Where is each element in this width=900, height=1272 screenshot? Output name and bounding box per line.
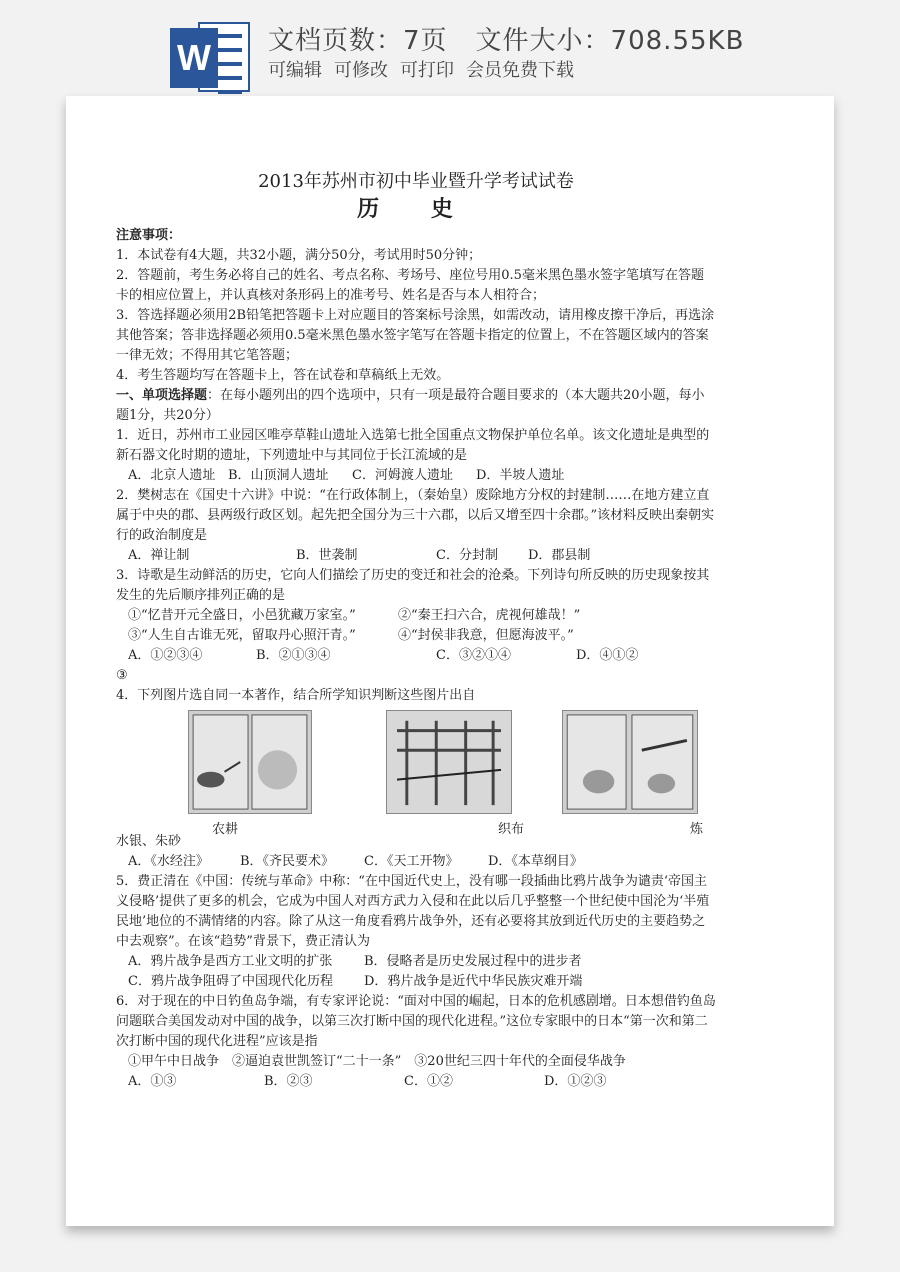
- option: C．《天工开物》: [364, 854, 459, 869]
- question-4-wrap: 水银、朱砂: [116, 834, 182, 849]
- poem-line: ②“秦王扫六合，虎视何雄哉！”: [398, 608, 581, 623]
- notice-2: 2．答题前，考生务必将自己的姓名、考点名称、考场号、座位号用0.5毫米黑色墨水签字笔填写在答题卡的相应位置上，并认真核对条形码上的准考号、姓名是否与本人相符合；: [116, 268, 704, 303]
- question-3-lines-a: [116, 606, 716, 626]
- download-banner: [0, 0, 900, 96]
- weaving-illustration: [386, 710, 512, 814]
- option: C．③②①④: [436, 648, 511, 663]
- option: A．《水经注》: [128, 854, 209, 869]
- option: C．河姆渡人遗址: [352, 468, 453, 483]
- exam-title: 2013年苏州市初中毕业暨升学考试试卷: [258, 171, 574, 192]
- notice-1: 1．本试卷有4大题，共32小题，满分50分，考试用时50分钟；: [116, 248, 482, 263]
- notice-4: 4．考生答题均写在答题卡上，答在试卷和草稿纸上无效。: [116, 368, 450, 383]
- section-1-heading: 一、单项选择题: [116, 388, 208, 403]
- refining-illustration: [562, 710, 698, 814]
- question-3-lines-b: [116, 626, 716, 646]
- exam-subject: 历 史: [357, 196, 475, 222]
- question-5: 5．费正清在《中国：传统与革命》中称：“在中国近代史上，没有哪一段插曲比鸦片战争为谴责‘帝国主义侵略’提供了更多的机会，它成为中国人对西方武力入侵和在此以后几乎整整一个世纪使中国沦为‘半殖民地’地位的不满情绪的内容。除了从这一角度看鸦片战争外，还有必要将其放到近代历史的主要趋势之中去观察”。在该“趋势”背景下，费正清认为: [116, 874, 710, 949]
- question-1: 1．近日，苏州市工业园区唯亭草鞋山遗址入选第七批全国重点文物保护单位名单。该文化遗址是典型的新石器文化时期的遗址，下列遗址中与其同位于长江流域的是: [116, 428, 710, 463]
- question-3-wrap: ③: [116, 668, 128, 683]
- farming-illustration: [188, 710, 312, 814]
- question-4-options: [116, 852, 716, 872]
- section-1-intro: [116, 386, 716, 426]
- question-1-options: [116, 466, 716, 486]
- question-3-options: [116, 646, 716, 666]
- notice-heading: 注意事项：: [116, 228, 182, 243]
- option: A．北京人遗址: [128, 468, 216, 483]
- poem-line: ④“封侯非我意，但愿海波平。”: [398, 628, 574, 643]
- option: B．山顶洞人遗址: [228, 468, 329, 483]
- exam-content: [116, 170, 716, 1092]
- section-1-desc: ：在每小题列出的四个选项中，只有一项是最符合题目要求的（本大题共20小题，每小题1分，共20分）: [116, 388, 705, 423]
- option: B．世袭制: [296, 548, 358, 563]
- poem-line: ①“忆昔开元全盛日，小邑犹藏万家室。”: [128, 608, 356, 623]
- question-6-options: [116, 1072, 716, 1092]
- option: D．鸦片战争是近代中华民族灾难开端: [364, 974, 583, 989]
- option: D．郡县制: [528, 548, 591, 563]
- word-document-icon: W: [170, 20, 252, 96]
- option: A．禅让制: [128, 548, 190, 563]
- caption-weaving: 织布: [498, 822, 525, 837]
- option: D．④①②: [576, 648, 639, 663]
- feature-member-download: 会员免费下载: [466, 60, 574, 81]
- caption-refining: 炼: [690, 822, 704, 837]
- option: B．《齐民要术》: [240, 854, 335, 869]
- file-size: 文件大小：708.55KB: [475, 26, 745, 56]
- feature-list: [268, 56, 586, 82]
- option: C．鸦片战争阻碍了中国现代化历程: [128, 974, 333, 989]
- poem-line: ③“人生自古谁无死，留取丹心照汗青。”: [128, 628, 356, 643]
- option: C．①②: [404, 1074, 453, 1089]
- page-count: 文档页数：7页: [268, 26, 448, 56]
- question-4: 4．下列图片选自同一本著作，结合所学知识判断这些图片出自: [116, 688, 476, 703]
- question-6: 6．对于现在的中日钓鱼岛争端，有专家评论说：“面对中国的崛起，日本的危机感剧增。日本想借钓鱼岛问题联合美国发动对中国的战争，以第三次打断中国的现代化进程。”这位专家眼中的日本“第一次和第二次打断中国的现代化进程”应该是指: [116, 994, 716, 1049]
- question-2: 2．樊树志在《国史十六讲》中说：“在行政体制上，（秦始皇）废除地方分权的封建制……在地方建立直属于中央的郡、县两级行政区划。起先把全国分为三十六郡，以后又增至四十余郡。”该材料反映出秦朝实行的政治制度是: [116, 488, 715, 543]
- feature-editable: 可编辑: [268, 60, 322, 81]
- option: D．①②③: [544, 1074, 607, 1089]
- option: C．分封制: [436, 548, 498, 563]
- caption-farming: 农耕: [212, 822, 239, 837]
- question-4-figures: [116, 708, 716, 848]
- option: A．①②③④: [128, 648, 203, 663]
- option: B．②①③④: [256, 648, 331, 663]
- question-2-options: [116, 546, 716, 566]
- option: D．《本草纲目》: [488, 854, 583, 869]
- question-5-options-b: [116, 972, 716, 992]
- question-6-items: ①甲午中日战争 ②逼迫袁世凯签订“二十一条” ③20世纪三四十年代的全面侵华战争: [128, 1054, 626, 1069]
- option: A．①③: [128, 1074, 177, 1089]
- notice-3: 3．答选择题必须用2B铅笔把答题卡上对应题目的答案标号涂黑，如需改动，请用橡皮擦干净后，再选涂其他答案；答非选择题必须用0.5毫米黑色墨水签字笔写在答题卡指定的位置上，不在答题区域内的答案一律无效；不得用其它笔答题；: [116, 308, 715, 363]
- option: B．②③: [264, 1074, 313, 1089]
- feature-printable: 可打印: [400, 60, 454, 81]
- question-3: 3．诗歌是生动鲜活的历史，它向人们描绘了历史的变迁和社会的沧桑。下列诗句所反映的历史现象按其发生的先后顺序排列正确的是: [116, 568, 710, 603]
- option: B．侵略者是历史发展过程中的进步者: [364, 954, 582, 969]
- option: D．半坡人遗址: [476, 468, 565, 483]
- file-meta: [268, 20, 744, 57]
- feature-modifiable: 可修改: [334, 60, 388, 81]
- option: A．鸦片战争是西方工业文明的扩张: [128, 954, 333, 969]
- question-5-options-a: [116, 952, 716, 972]
